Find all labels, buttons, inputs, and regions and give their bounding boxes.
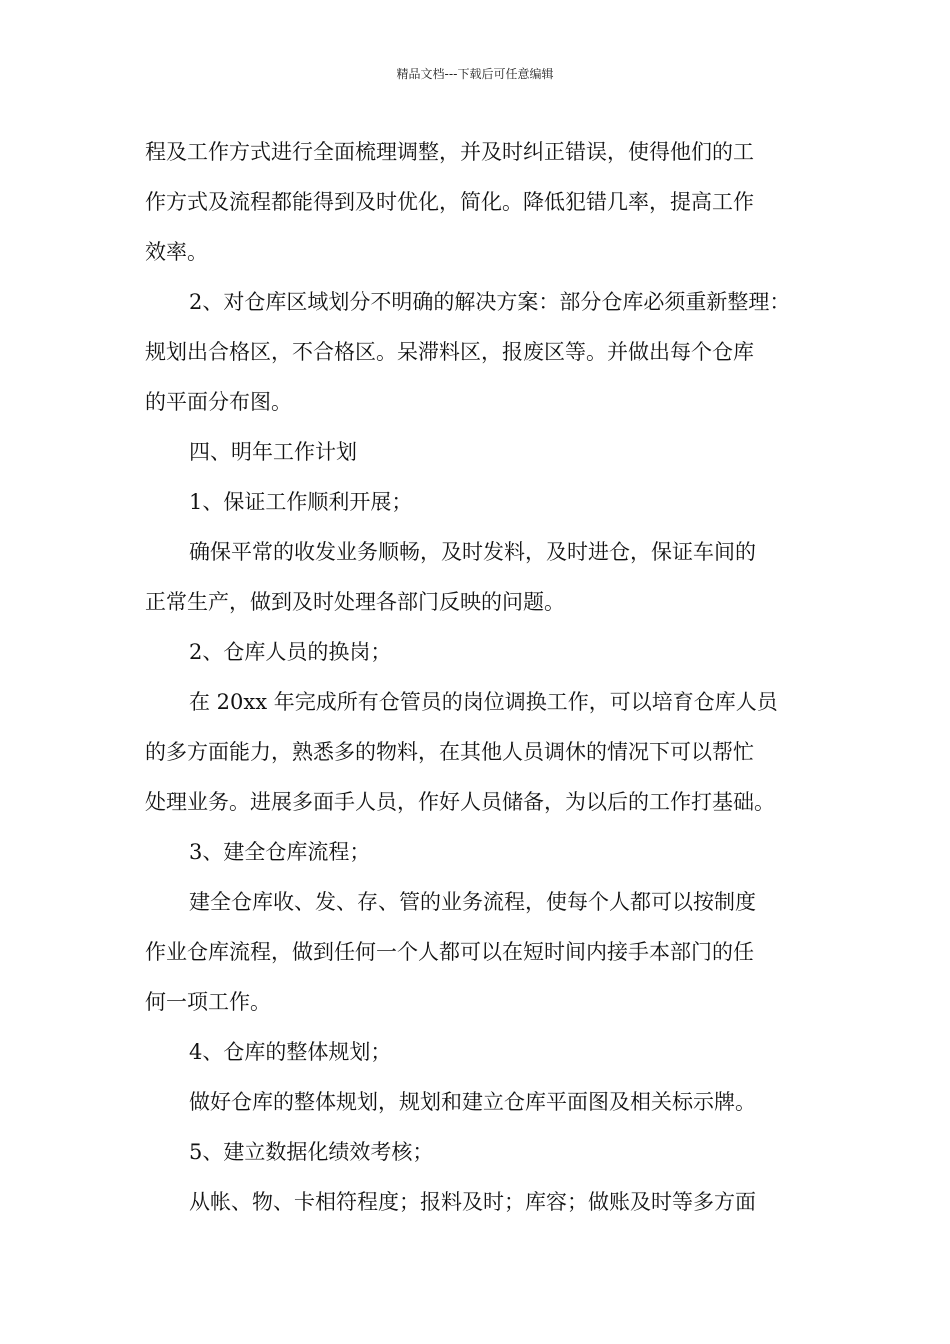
text-line: 规划出合格区，不合格区。呆滞料区，报废区等。并做出每个仓库 bbox=[145, 340, 754, 364]
section-heading: 四、明年工作计划 bbox=[189, 440, 357, 464]
list-item-heading: 5、建立数据化绩效考核； bbox=[189, 1140, 434, 1164]
text-line: 确保平常的收发业务顺畅，及时发料，及时进仓，保证车间的 bbox=[189, 540, 756, 564]
text-line: 的多方面能力，熟悉多的物料，在其他人员调休的情况下可以帮忙 bbox=[145, 740, 754, 764]
text-line: 做好仓库的整体规划，规划和建立仓库平面图及相关标示牌。 bbox=[189, 1090, 756, 1114]
text-line: 的平面分布图。 bbox=[145, 390, 292, 414]
page-header: 精品文档---下载后可任意编辑 bbox=[396, 67, 554, 81]
list-item-heading: 3、建全仓库流程； bbox=[189, 840, 371, 864]
text-line: 在 20xx 年完成所有仓管员的岗位调换工作，可以培育仓库人员 bbox=[189, 690, 778, 714]
list-item-heading: 2、仓库人员的换岗； bbox=[189, 640, 392, 664]
text-line: 正常生产，做到及时处理各部门反映的问题。 bbox=[145, 590, 565, 614]
text-line: 何一项工作。 bbox=[145, 990, 271, 1014]
text-line: 程及工作方式进行全面梳理调整，并及时纠正错误，使得他们的工 bbox=[145, 140, 754, 164]
document-body bbox=[145, 130, 815, 1230]
list-item-heading: 4、仓库的整体规划； bbox=[189, 1040, 392, 1064]
text-line: 2、对仓库区域划分不明确的解决方案：部分仓库必须重新整理： bbox=[189, 290, 791, 314]
text-line: 从帐、物、卡相符程度；报料及时；库容；做账及时等多方面 bbox=[189, 1190, 756, 1214]
list-item-heading: 1、保证工作顺利开展； bbox=[189, 490, 413, 514]
text-line: 作业仓库流程，做到任何一个人都可以在短时间内接手本部门的任 bbox=[145, 940, 754, 964]
text-line: 处理业务。进展多面手人员，作好人员储备，为以后的工作打基础。 bbox=[145, 790, 775, 814]
text-line: 建全仓库收、发、存、管的业务流程，使每个人都可以按制度 bbox=[189, 890, 756, 914]
text-line: 效率。 bbox=[145, 240, 208, 264]
text-line: 作方式及流程都能得到及时优化，简化。降低犯错几率，提高工作 bbox=[145, 190, 754, 214]
